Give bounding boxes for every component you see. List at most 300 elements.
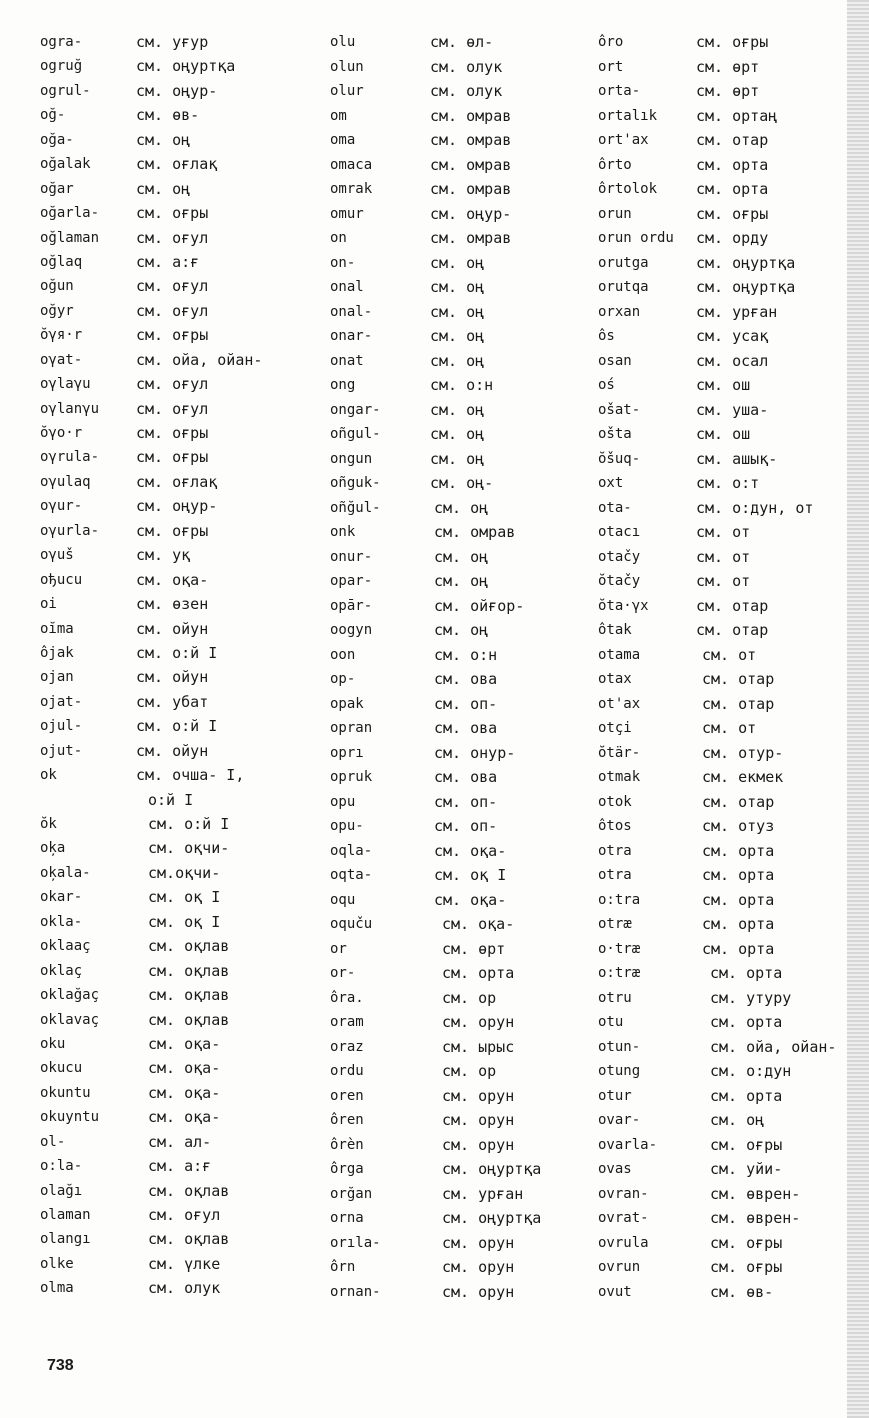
entry-headword: otun- [598, 1038, 641, 1055]
entry-headword: opār- [330, 597, 373, 614]
entry-cross-reference: см. екмек [702, 768, 784, 786]
entry-headword: oķala- [40, 864, 91, 881]
dictionary-entry [598, 1084, 836, 1109]
dictionary-entry [40, 1130, 262, 1154]
dictionary-entry [598, 447, 836, 472]
entry-cross-reference: см. ова [434, 768, 498, 786]
dictionary-entry [598, 814, 836, 839]
entry-headword: ŏtär- [598, 744, 641, 761]
entry-headword: ošta [598, 426, 632, 442]
dictionary-entry [40, 665, 262, 689]
entry-cross-reference: см. олук [430, 57, 503, 76]
entry-headword: ovran- [598, 1185, 649, 1202]
entry-cross-reference: см. оқа- [148, 1034, 221, 1053]
dictionary-entry [598, 226, 836, 251]
dictionary-entry [330, 30, 541, 55]
dictionary-entry [40, 372, 262, 396]
entry-headword: oquču [330, 916, 373, 932]
entry-cross-reference: см. оқлав [148, 1010, 230, 1029]
dictionary-entry [330, 667, 541, 692]
entry-cross-reference: см. орун [442, 1086, 515, 1105]
entry-cross-reference: см. оқа- [136, 570, 209, 589]
entry-cross-reference: см. оң [430, 253, 485, 272]
entry-cross-reference: см. оңур- [136, 81, 218, 100]
entry-headword: olur [330, 83, 364, 99]
dictionary-entry [330, 153, 541, 178]
entry-headword: otacı [598, 524, 641, 540]
dictionary-entry [598, 1133, 836, 1158]
entry-cross-reference: см. оғул [136, 399, 209, 418]
dictionary-entry [40, 348, 262, 372]
entry-cross-reference: см. о:т [696, 474, 760, 492]
entry-headword: ovas [598, 1161, 632, 1177]
dictionary-entry [330, 520, 541, 545]
entry-headword: orta- [598, 83, 641, 99]
dictionary-entry [598, 618, 836, 643]
entry-headword: otama [598, 646, 641, 663]
entry-headword: olaman [40, 1207, 91, 1223]
dictionary-entry [598, 275, 836, 300]
entry-cross-reference: см. ова [434, 670, 498, 688]
entry-cross-reference: см. оңуртқа [696, 253, 796, 272]
entry-cross-reference: см. омрав [430, 180, 512, 198]
dictionary-entry [330, 373, 541, 398]
dictionary-entry [330, 251, 541, 276]
entry-headword: ovrat- [598, 1210, 649, 1226]
entry-headword: opu- [330, 818, 364, 834]
entry-headword: oγulaq [40, 473, 91, 490]
entry-headword: ŏγo·r [40, 425, 83, 441]
entry-cross-reference: см. орта [702, 866, 775, 884]
dictionary-entry [330, 839, 541, 864]
entry-headword: oğa- [40, 131, 74, 148]
entry-headword: oγurla- [40, 522, 100, 539]
entry-headword: oğarla- [40, 205, 100, 222]
entry-cross-reference: см. ал- [148, 1132, 212, 1151]
entry-headword: ok [40, 767, 57, 784]
entry-headword: olke [40, 1255, 74, 1272]
dictionary-entry [330, 1182, 541, 1207]
dictionary-entry [40, 641, 262, 665]
dictionary-entry [598, 790, 836, 815]
entry-headword: ol- [40, 1133, 66, 1150]
entry-headword: orna [330, 1210, 364, 1226]
entry-cross-reference: см. оқлав [148, 1230, 230, 1249]
entry-cross-reference: см. орта [696, 180, 769, 198]
entry-cross-reference: см. а:ғ [148, 1157, 212, 1176]
entry-headword: olağı [40, 1182, 83, 1199]
dictionary-entry [40, 1008, 262, 1032]
entry-cross-reference: см. урған [696, 302, 778, 321]
entry-cross-reference: см. өрт [442, 939, 506, 958]
entry-headword: ovrun [598, 1259, 641, 1275]
dictionary-entry [330, 790, 541, 815]
dictionary-entry [598, 937, 836, 962]
entry-headword: orıla- [330, 1234, 381, 1251]
entry-cross-reference: см. оқлав [148, 961, 230, 980]
dictionary-entry [40, 1227, 262, 1251]
entry-cross-reference: см. оқ I [434, 866, 507, 884]
entry-cross-reference: см. а:ғ [136, 252, 200, 271]
entry-cross-reference: см. о:н [430, 376, 494, 394]
dictionary-entry [598, 569, 836, 594]
dictionary-entry [330, 863, 541, 888]
entry-cross-reference: см. оқа- [148, 1108, 221, 1127]
entry-cross-reference: см. оғры [710, 1135, 783, 1154]
dictionary-entry [598, 79, 836, 104]
dictionary-entry [598, 1255, 836, 1280]
entry-headword: oś [598, 377, 615, 393]
dictionary-entry [598, 643, 836, 668]
entry-cross-reference: см. өврен- [710, 1184, 801, 1203]
entry-cross-reference: см. ова [434, 719, 498, 737]
entry-cross-reference: см. ойун [136, 741, 209, 760]
entry-cross-reference: см. оқлав [148, 986, 230, 1005]
entry-cross-reference: см. оң [430, 302, 485, 321]
dictionary-entry [330, 937, 541, 962]
entry-headword: oklaç [40, 962, 83, 979]
entry-headword: ôrga [330, 1161, 364, 1177]
entry-headword: okucu [40, 1060, 83, 1077]
entry-cross-reference: см. ор [442, 1062, 497, 1080]
dictionary-entry [40, 519, 262, 543]
dictionary-entry [598, 422, 836, 447]
dictionary-entry [40, 79, 262, 103]
dictionary-entry [40, 1179, 262, 1203]
entry-cross-reference: см. ор [442, 988, 497, 1007]
dictionary-entry [330, 1059, 541, 1084]
dictionary-entry [330, 1010, 541, 1035]
entry-headword: okar- [40, 889, 83, 906]
entry-cross-reference: см. оң [136, 130, 191, 149]
dictionary-entry [330, 422, 541, 447]
entry-headword: ŏta·γx [598, 597, 649, 614]
entry-cross-reference: см. ойғор- [434, 596, 525, 615]
dictionary-column-3 [598, 30, 836, 1304]
dictionary-entry [330, 471, 541, 496]
entry-headword: oklağaç [40, 987, 100, 1004]
dictionary-entry [598, 741, 836, 766]
dictionary-entry [598, 177, 836, 202]
entry-cross-reference: см. оң [430, 278, 485, 296]
entry-cross-reference: см. оғул [136, 228, 209, 247]
dictionary-entry [330, 961, 541, 986]
entry-cross-reference: см. оқа- [442, 915, 515, 933]
entry-headword: om [330, 107, 347, 124]
entry-headword: ojat- [40, 693, 83, 710]
entry-cross-reference: см. оңуртқа [136, 57, 236, 76]
dictionary-entry [40, 1056, 262, 1080]
entry-headword: ôro [598, 34, 624, 50]
entry-cross-reference: см. орун [442, 1258, 515, 1276]
dictionary-entry [330, 912, 541, 937]
entry-cross-reference: см. олук [430, 82, 503, 100]
entry-cross-reference: см. ойун [136, 668, 209, 687]
entry-cross-reference: см. оқа- [148, 1059, 221, 1078]
entry-cross-reference: см. урған [442, 1184, 524, 1203]
entry-cross-reference: см. үлке [148, 1254, 221, 1273]
entry-cross-reference: о:й I [148, 790, 194, 809]
entry-cross-reference: см. орта [710, 964, 783, 982]
entry-cross-reference: см. орта [702, 915, 775, 933]
entry-headword: oђucu [40, 571, 83, 588]
dictionary-entry [330, 202, 541, 227]
entry-headword: onal [330, 279, 364, 295]
dictionary-entry [40, 128, 262, 152]
dictionary-entry [330, 496, 541, 521]
dictionary-entry [330, 1231, 541, 1256]
entry-headword: otu [598, 1014, 624, 1030]
dictionary-entry [40, 812, 262, 836]
entry-cross-reference: см. от [696, 572, 751, 590]
entry-headword: ornan- [330, 1283, 381, 1300]
entry-headword: oγlaγu [40, 376, 91, 393]
entry-cross-reference: см. омрав [430, 155, 512, 174]
entry-cross-reference: см. очша- I, [136, 766, 245, 785]
entry-cross-reference: см. оң [430, 449, 485, 468]
entry-headword: oram [330, 1014, 364, 1030]
entry-cross-reference: см. орду [696, 229, 769, 247]
entry-headword: ovar- [598, 1112, 641, 1128]
entry-headword: otra [598, 867, 632, 883]
dictionary-entry [40, 568, 262, 592]
dictionary-entry [40, 177, 262, 201]
entry-cross-reference: см. оғры [696, 33, 769, 51]
entry-cross-reference: см. оң [434, 572, 489, 590]
entry-headword: onur- [330, 548, 373, 565]
dictionary-entry [330, 888, 541, 913]
dictionary-entry [40, 861, 262, 885]
entry-cross-reference: см. оңуртқа [442, 1160, 542, 1178]
dictionary-entry [330, 226, 541, 251]
entry-cross-reference: см. ойун [136, 619, 209, 638]
entry-cross-reference: см. өзен [136, 595, 209, 614]
entry-headword: ôjak [40, 644, 74, 661]
entry-cross-reference: см. ош [696, 376, 751, 394]
dictionary-entry [40, 617, 262, 641]
entry-headword: ôrto [598, 156, 632, 173]
entry-headword: ôren [330, 1112, 364, 1128]
entry-headword: oγat- [40, 351, 83, 368]
entry-headword: o:la- [40, 1158, 83, 1175]
entry-headword: orxan [598, 303, 641, 320]
entry-headword: oγrula- [40, 449, 100, 466]
entry-cross-reference: см. орта [702, 890, 775, 909]
entry-headword: oğlaq [40, 253, 83, 270]
dictionary-entry [40, 1154, 262, 1178]
dictionary-entry [40, 959, 262, 983]
entry-cross-reference: см. оң [434, 498, 489, 517]
entry-cross-reference: см. оң [434, 547, 489, 566]
entry-cross-reference: см. оп- [434, 694, 498, 713]
entry-headword: ogruğ [40, 58, 83, 75]
entry-headword: oqla- [330, 842, 373, 859]
dictionary-entry [598, 667, 836, 692]
dictionary-entry [40, 494, 262, 518]
entry-headword: ortalık [598, 107, 658, 124]
entry-headword: oñgul- [330, 426, 381, 442]
dictionary-entry [598, 1231, 836, 1256]
dictionary-entry [40, 299, 262, 323]
dictionary-entry [330, 398, 541, 423]
dictionary-entry [598, 1157, 836, 1182]
entry-headword: otçi [598, 720, 632, 736]
entry-cross-reference: см. оңуртқа [442, 1209, 542, 1227]
dictionary-entry [330, 1084, 541, 1109]
entry-headword: opruk [330, 769, 373, 785]
entry-cross-reference: см. отар [696, 596, 769, 615]
dictionary-entry [330, 55, 541, 80]
entry-headword: ovarla- [598, 1136, 658, 1153]
dictionary-entry [40, 152, 262, 176]
entry-headword: oraz [330, 1038, 364, 1055]
dictionary-entry [40, 201, 262, 225]
dictionary-entry [598, 545, 836, 570]
entry-cross-reference: см. отар [696, 131, 769, 149]
entry-headword: opak [330, 695, 364, 712]
entry-headword: omrak [330, 181, 373, 197]
entry-cross-reference: см. о:й I [136, 717, 218, 736]
dictionary-entry [330, 349, 541, 374]
entry-cross-reference: см. оғры [136, 204, 209, 223]
entry-cross-reference: см. оқ I [148, 912, 221, 931]
entry-headword: ort [598, 58, 624, 75]
entry-cross-reference: см. онур- [434, 743, 516, 762]
entry-headword: oγuš [40, 547, 74, 564]
entry-headword: ôs [598, 328, 615, 344]
entry-headword: ogra- [40, 34, 83, 50]
entry-headword: okuyntu [40, 1109, 100, 1126]
entry-cross-reference: см. ош [696, 425, 751, 443]
dictionary-entry [598, 55, 836, 80]
entry-cross-reference: см. уйи- [710, 1160, 783, 1178]
entry-headword: oğyr [40, 302, 74, 319]
dictionary-entry [598, 398, 836, 423]
entry-cross-reference: см. оң- [430, 474, 494, 492]
entry-headword: ong [330, 377, 356, 393]
entry-headword: ôrèn [330, 1136, 364, 1153]
dictionary-entry [598, 349, 836, 374]
dictionary-entry [330, 643, 541, 668]
entry-headword: oğ- [40, 107, 66, 124]
entry-headword: oxt [598, 475, 624, 491]
entry-headword: oĭma [40, 620, 74, 637]
entry-cross-reference: см. уқ [136, 546, 191, 565]
entry-headword: oγur- [40, 498, 83, 515]
entry-headword: ôtak [598, 622, 632, 638]
dictionary-entry [40, 1105, 262, 1129]
entry-cross-reference: см. оңур- [430, 204, 512, 223]
entry-cross-reference: см. оғры [710, 1258, 783, 1276]
entry-headword: otax [598, 671, 632, 687]
entry-headword: ôra. [330, 989, 364, 1006]
dictionary-entry [598, 153, 836, 178]
entry-headword: oqta- [330, 867, 373, 883]
entry-cross-reference: см. оқа- [434, 841, 507, 860]
dictionary-entry [598, 202, 836, 227]
entry-cross-reference: см. оғлақ [136, 472, 218, 491]
entry-headword: or [330, 940, 347, 957]
entry-headword: ota- [598, 499, 632, 516]
entry-cross-reference: см. өв- [710, 1282, 774, 1301]
entry-headword: or- [330, 965, 356, 981]
entry-cross-reference: см. оғры [136, 521, 209, 540]
entry-cross-reference: см. утуру [710, 988, 792, 1007]
dictionary-entry [40, 885, 262, 909]
entry-cross-reference: см. уғур [136, 33, 209, 51]
dictionary-entry [40, 910, 262, 934]
entry-headword: osan [598, 352, 632, 369]
dictionary-entry [330, 447, 541, 472]
entry-headword: otur [598, 1087, 632, 1104]
entry-cross-reference: см. уша- [696, 400, 769, 419]
dictionary-entry [330, 814, 541, 839]
entry-headword: oγlanγu [40, 400, 100, 417]
entry-cross-reference: см. өрт [696, 82, 760, 100]
entry-headword: olun [330, 58, 364, 75]
entry-headword: o:tra [598, 891, 641, 908]
entry-cross-reference: см. оң [434, 621, 489, 639]
entry-headword: otačy [598, 548, 641, 565]
dictionary-entry [40, 739, 262, 763]
entry-headword: op- [330, 671, 356, 687]
dictionary-entry [598, 1206, 836, 1231]
entry-cross-reference: см. омрав [434, 523, 516, 541]
entry-headword: ovrula [598, 1234, 649, 1251]
dictionary-entry [40, 470, 262, 494]
dictionary-entry [598, 30, 836, 55]
dictionary-entry [40, 1032, 262, 1056]
entry-cross-reference: см. отар [696, 621, 769, 639]
dictionary-entry [598, 863, 836, 888]
entry-cross-reference: см. от [702, 719, 757, 737]
dictionary-entry [40, 1276, 262, 1300]
entry-headword: ôrtolok [598, 181, 658, 197]
dictionary-entry [330, 300, 541, 325]
dictionary-entry [598, 128, 836, 153]
entry-cross-reference: см. орун [442, 1233, 515, 1252]
entry-cross-reference: см. отар [702, 670, 775, 688]
entry-cross-reference: см. орун [442, 1013, 515, 1031]
entry-cross-reference: см. оғул [136, 375, 209, 394]
dictionary-entry [598, 471, 836, 496]
entry-headword: oğalak [40, 156, 91, 173]
entry-cross-reference: см. оқчи- [148, 839, 230, 858]
dictionary-entry [598, 594, 836, 619]
entry-cross-reference: см. отуз [702, 817, 775, 835]
entry-headword: on [330, 230, 347, 246]
dictionary-entry [40, 226, 262, 250]
entry-headword: omur [330, 205, 364, 222]
dictionary-entry [598, 1108, 836, 1133]
entry-cross-reference: см. өв- [136, 106, 200, 125]
entry-headword: ŏtačy [598, 573, 641, 589]
dictionary-entry [40, 445, 262, 469]
entry-headword: oķa [40, 840, 66, 857]
entry-headword: ongar- [330, 401, 381, 418]
entry-cross-reference: см. оғлақ [136, 155, 218, 174]
dictionary-entry [330, 1035, 541, 1060]
entry-headword: olma [40, 1280, 74, 1297]
dictionary-entry [40, 788, 262, 812]
dictionary-entry [40, 323, 262, 347]
entry-headword: okuntu [40, 1084, 91, 1101]
entry-headword: oogyn [330, 622, 373, 638]
entry-cross-reference: см. убат [136, 692, 209, 711]
entry-headword: oğlaman [40, 229, 100, 246]
dictionary-entry [330, 104, 541, 129]
entry-cross-reference: см. оп- [434, 817, 498, 835]
